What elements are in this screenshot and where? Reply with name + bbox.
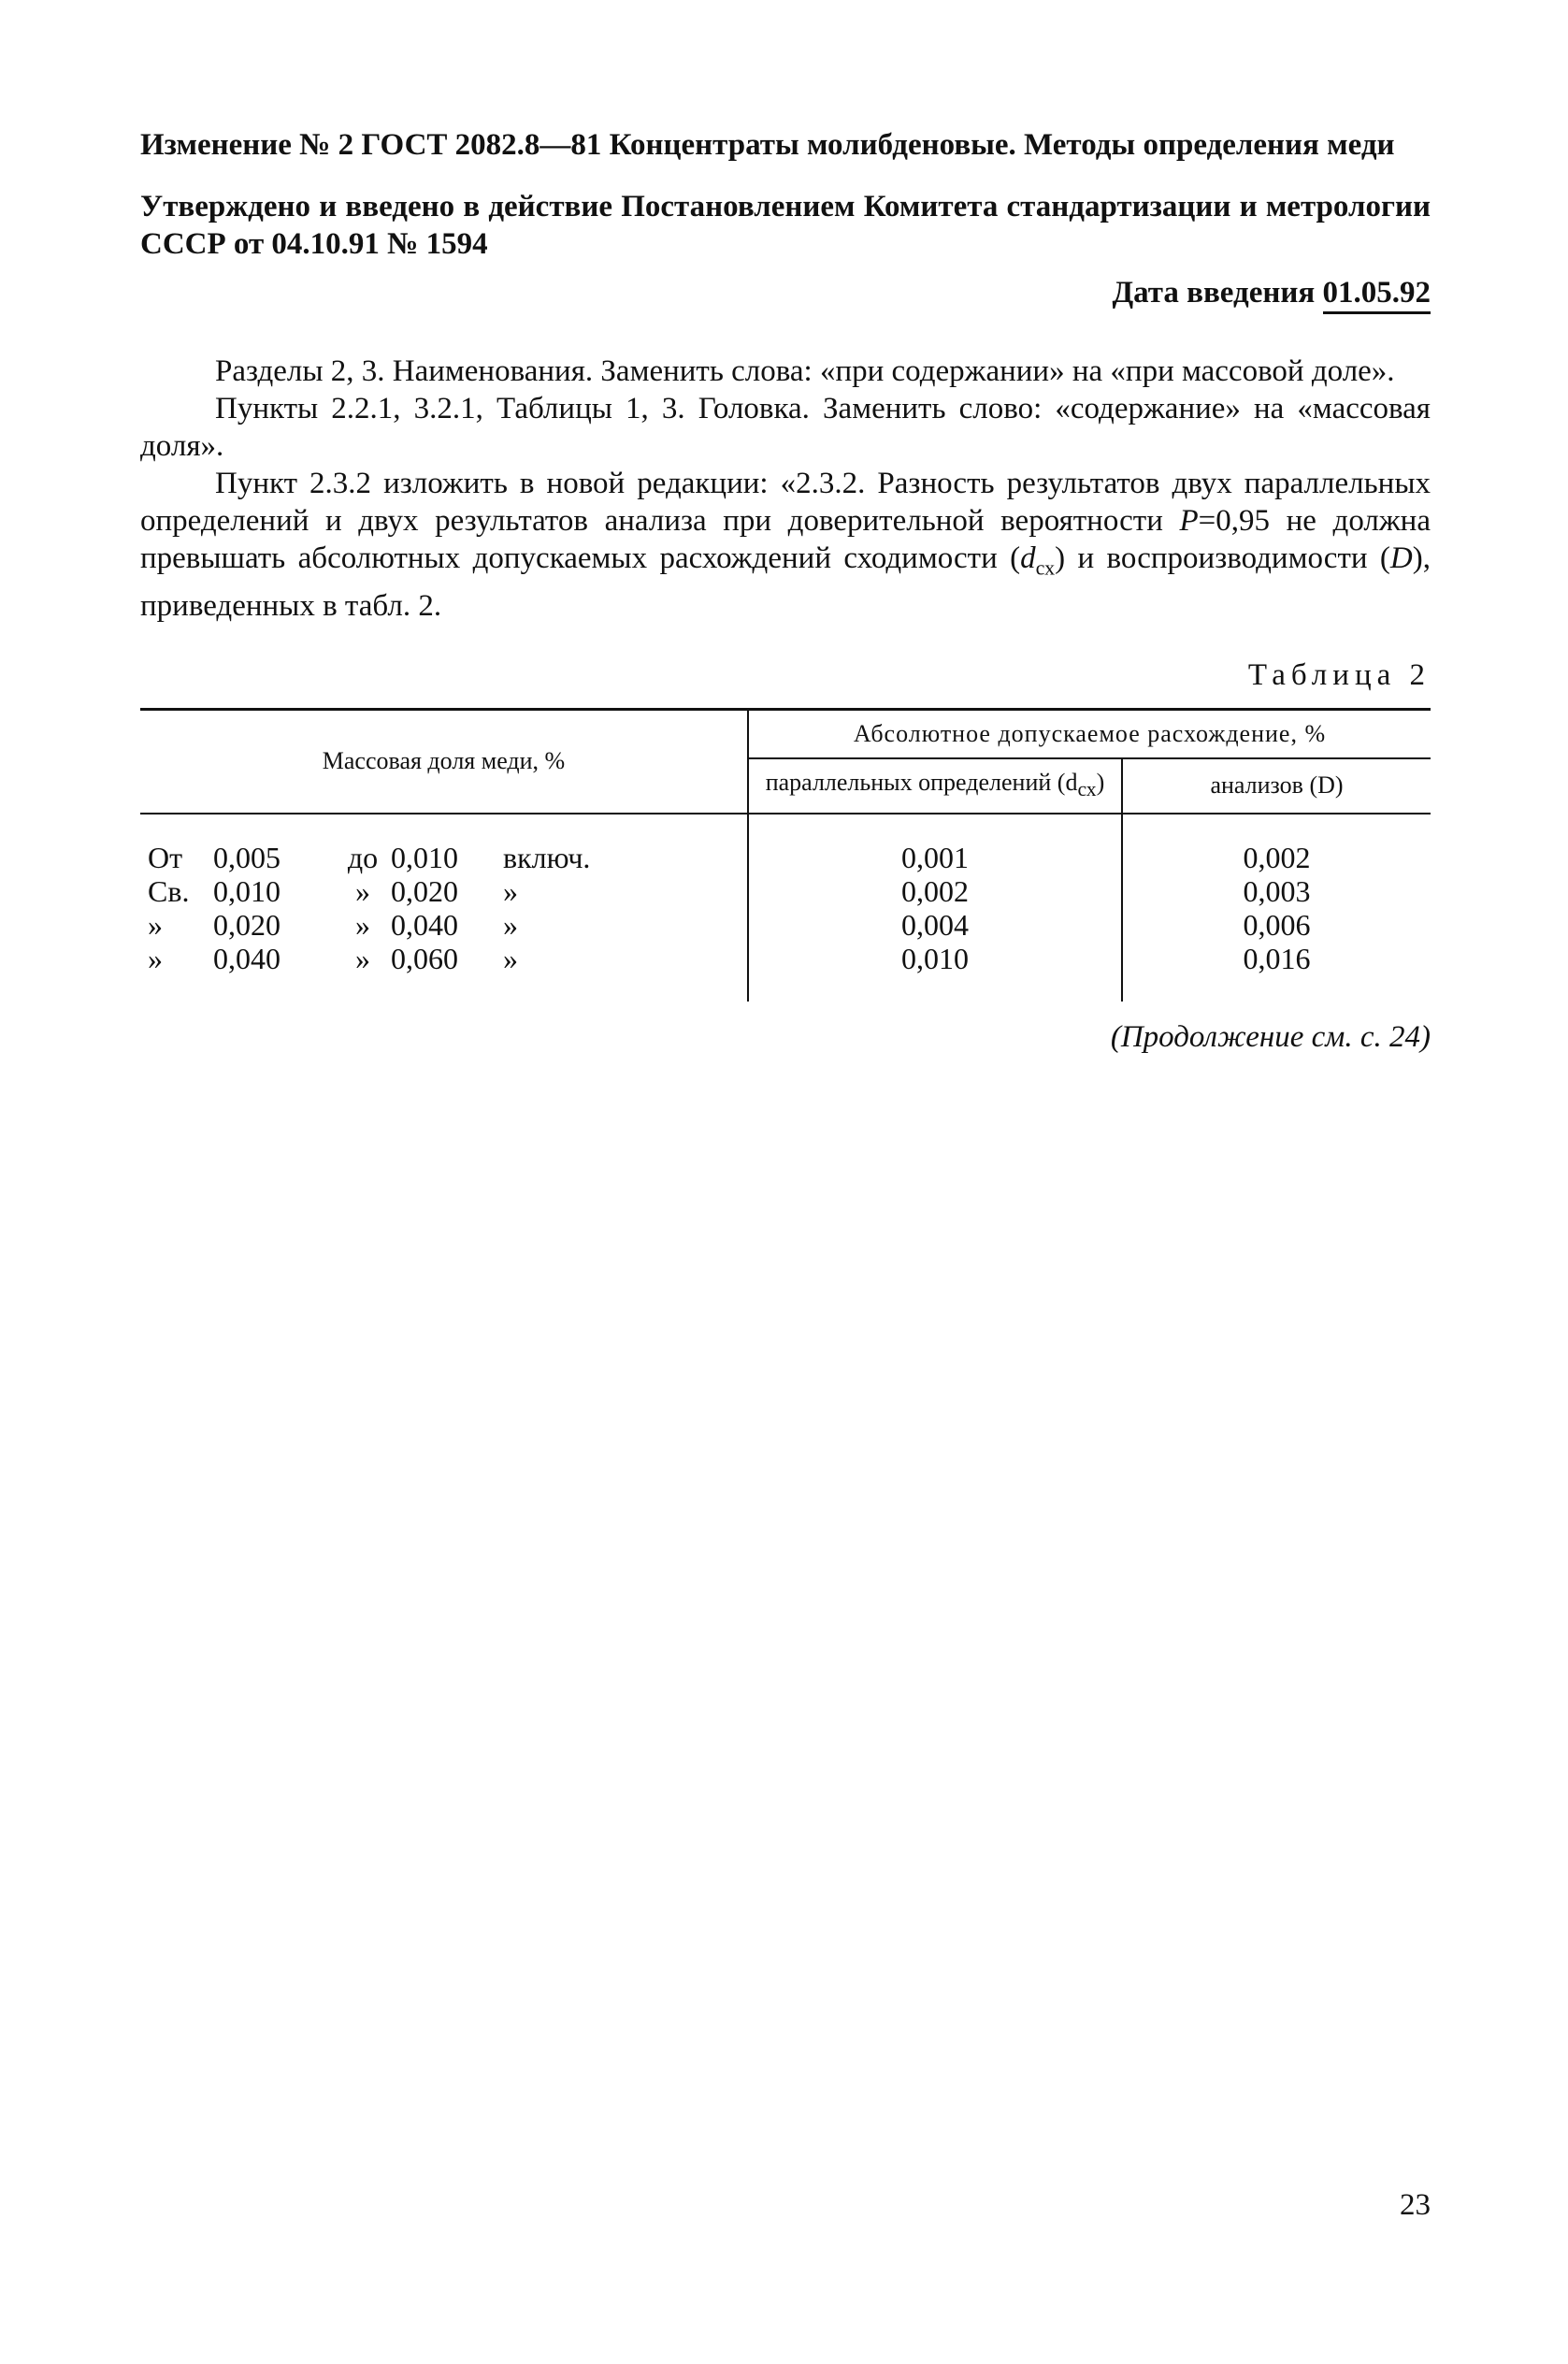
mass-fraction-range: От 0,005 до 0,010 включ. xyxy=(140,814,748,874)
paragraph-2-3-2-part4: ), приведенных в табл. 2. xyxy=(140,541,1431,623)
parallel-value: 0,002 xyxy=(748,874,1122,908)
mass-fraction-range: » 0,020 » 0,040 » xyxy=(140,908,748,942)
page-number: 23 xyxy=(1400,2188,1431,2222)
probability-symbol: P xyxy=(1179,504,1199,538)
introduction-date xyxy=(140,274,1431,311)
table-row xyxy=(140,942,1431,1002)
probability-value: =0,95 xyxy=(1198,504,1271,538)
analyses-header: анализов (D) xyxy=(1122,758,1431,814)
analysis-value: 0,006 xyxy=(1243,907,1311,942)
mass-fraction-header: Массовая доля меди, % xyxy=(140,709,748,814)
paragraph-items: Пункты 2.2.1, 3.2.1, Таблицы 1, 3. Головка. Заменить слово: «содержание» на «массовая доля». xyxy=(140,392,1431,463)
convergence-symbol: d xyxy=(1020,541,1036,575)
table-row xyxy=(140,908,1431,942)
table-row xyxy=(140,814,1431,874)
analysis-value: 0,016 xyxy=(1243,941,1311,975)
parallel-value: 0,001 xyxy=(748,814,1122,874)
change-text xyxy=(140,353,1431,625)
document-body xyxy=(140,126,1431,1055)
continuation-note: (Продолжение см. с. 24) xyxy=(1110,1019,1431,1054)
tolerance-table xyxy=(140,708,1431,1002)
table-row xyxy=(140,874,1431,908)
approval-statement: Утверждено и введено в действие Постановлением Комитета стандартизации и метрологии СССР от 04.10.91 № 1594 xyxy=(140,190,1431,261)
reproducibility-symbol: D xyxy=(1389,541,1413,575)
mass-fraction-range: Св. 0,010 » 0,020 » xyxy=(140,874,748,908)
mass-fraction-range: » 0,040 » 0,060 » xyxy=(140,942,748,1002)
convergence-subscript: сх xyxy=(1035,555,1056,580)
change-heading: Изменение № 2 ГОСТ 2082.8—81 Концентраты молибденовые. Методы определения меди xyxy=(140,128,1395,162)
analysis-value: 0,003 xyxy=(1243,873,1311,908)
parallel-value: 0,010 xyxy=(748,942,1122,1002)
paragraph-2-3-2 xyxy=(140,465,1431,625)
paragraph-sections: Разделы 2, 3. Наименования. Заменить слова: «при содержании» на «при массовой доле». xyxy=(215,354,1395,388)
absolute-tolerance-header: Абсолютное допускаемое расхождение, % xyxy=(748,709,1431,758)
analysis-value: 0,002 xyxy=(1243,840,1311,874)
parallel-value: 0,004 xyxy=(748,908,1122,942)
introduction-date-value: 01.05.92 xyxy=(1323,276,1431,314)
paragraph-2-3-2-part1: Пункт 2.3.2 изложить в новой редакции: «2.3.2. Разность результатов двух параллельных определений и двух результатов анализа при доверительной вероятности xyxy=(140,467,1431,538)
paragraph-2-3-2-part3: ) и воспроизводимости ( xyxy=(1055,541,1390,575)
table-caption: Таблица 2 xyxy=(1247,657,1431,692)
parallel-determinations-header: параллельных определений $(d_{сх})$ xyxy=(748,758,1122,814)
introduction-date-label: Дата введения xyxy=(1112,276,1316,310)
paragraph-2-3-2-part2: не должна превышать абсолютных допускаемых расхождений сходимости ( xyxy=(140,504,1431,575)
